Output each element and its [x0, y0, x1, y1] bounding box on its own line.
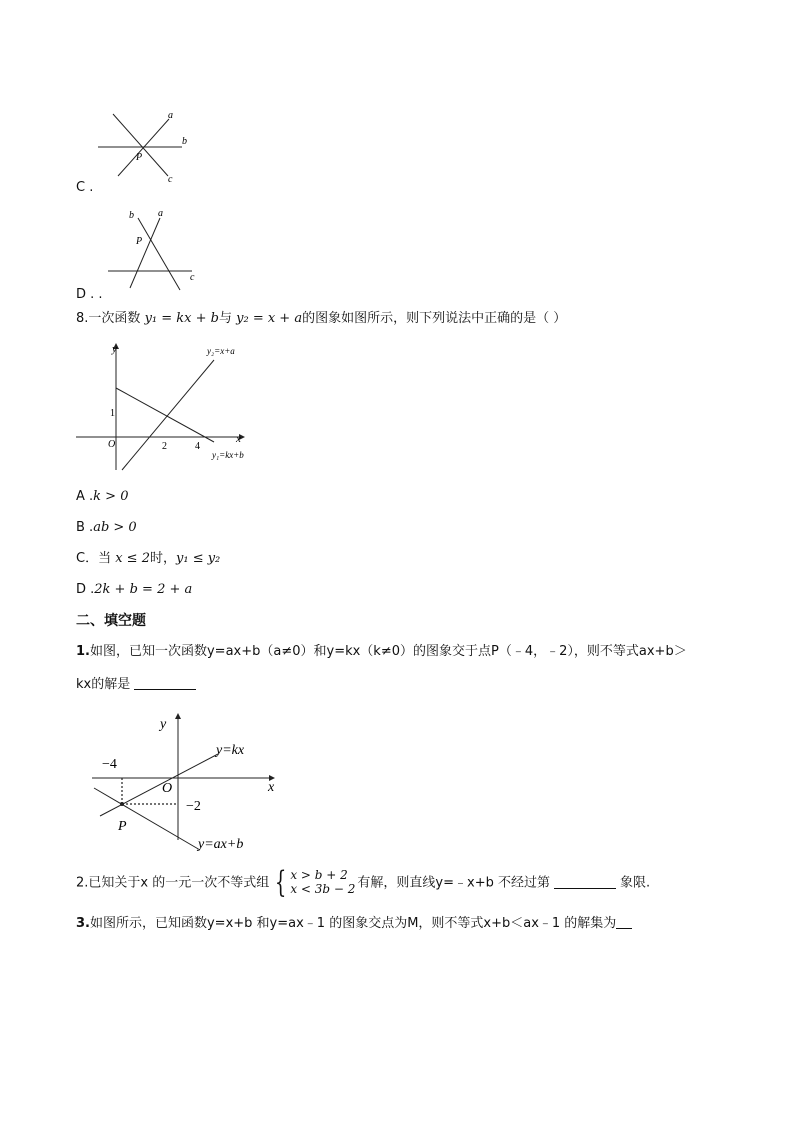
option-c-label[interactable]: C . [76, 180, 94, 195]
question-number: 3. [76, 916, 90, 931]
option-d[interactable] [76, 581, 192, 599]
fill-1-graph [88, 708, 288, 858]
label-c: c [168, 174, 173, 185]
option-d-figure [104, 206, 204, 292]
option-c-math-1: x ≤ 2 [115, 551, 150, 566]
x-axis-label: x [268, 780, 275, 795]
option-c[interactable] [76, 550, 220, 568]
tick-1-label: 1 [110, 408, 115, 419]
origin-label: O [108, 439, 116, 450]
minus-4-label: −4 [102, 757, 117, 772]
fill-2-post: 有解，则直线y=﹣x+b 不经过第 [357, 875, 550, 891]
inequality-system [271, 865, 356, 900]
answer-blank[interactable] [554, 874, 616, 889]
question-number: 2. [76, 875, 89, 891]
label-b: b [129, 210, 134, 221]
label-a: a [158, 208, 163, 219]
line-axb [94, 788, 200, 850]
label-p: P [136, 236, 143, 247]
y1-expression: y₁ = kx + b [144, 311, 219, 326]
fill-3-line [76, 914, 632, 933]
kx-line-label: y=kx [216, 743, 245, 758]
tick-2-label: 2 [162, 441, 167, 452]
y2-expression: y₂ = x + a [236, 311, 303, 326]
origin-label: O [162, 781, 173, 796]
stem-pre: 一次函数 [88, 311, 141, 326]
question-number: 1. [76, 644, 90, 659]
fill-2-line [76, 865, 651, 900]
option-a[interactable] [76, 488, 128, 506]
line-c [113, 114, 168, 176]
option-d-math: 2k + b = 2 + a [94, 582, 193, 597]
option-a-label: A . [76, 489, 94, 504]
fill-1-text-1: 如图，已知一次函数y=ax+b（a≠0）和y=kx（k≠0）的图象交于点P（﹣4，﹣2），则不等式ax+b＞ [89, 644, 687, 659]
label-p: P [136, 152, 143, 163]
inequality-row-2: x < 3b − 2 [290, 882, 356, 896]
fill-2-tail: 象限. [619, 875, 651, 891]
y-axis-label: y [112, 343, 117, 355]
option-b-label: B . [76, 520, 94, 535]
y1-line-label: y₁=kx+b [212, 450, 244, 460]
question-8-stem [76, 310, 566, 328]
option-d-label: D . [76, 582, 95, 597]
y-axis-label: y [160, 717, 167, 732]
x-axis-label: x [236, 433, 241, 445]
question-number: 8. [76, 311, 89, 326]
label-a: a [168, 110, 173, 121]
line-a [130, 218, 160, 288]
option-c-math-2: y₁ ≤ y₂ [176, 551, 221, 566]
fill-1-line-2 [76, 675, 200, 694]
label-c: c [190, 272, 195, 283]
fill-3-text: 如图所示，已知函数y=x+b 和y=ax﹣1 的图象交点为M，则不等式x+b＜ax﹣1 的解集为 [89, 916, 617, 931]
section-title: 二、填空题 [76, 613, 146, 629]
option-c-label: C．当 [76, 551, 112, 566]
question-8-graph [72, 338, 272, 474]
label-b: b [182, 136, 187, 147]
axb-line-label: y=ax+b [198, 837, 244, 852]
stem-mid: 与 [218, 311, 232, 326]
fill-1-line-1 [76, 643, 687, 661]
y2-line-label: y₂=x+a [207, 346, 235, 356]
option-d-label[interactable]: D . . [76, 287, 103, 302]
minus-2-label: −2 [186, 799, 201, 814]
option-c-figure [96, 106, 196, 186]
answer-blank[interactable] [134, 675, 196, 690]
option-c-mid: 时， [149, 551, 176, 566]
stem-post: 的图象如图所示，则下列说法中正确的是（ ） [302, 311, 567, 326]
fill-2-pre: 已知关于x 的一元一次不等式组 [88, 875, 270, 891]
line-y1 [116, 388, 214, 442]
answer-blank[interactable] [616, 914, 632, 929]
line-y2 [122, 360, 214, 470]
option-b-math: ab > 0 [93, 520, 137, 535]
option-b[interactable] [76, 519, 137, 537]
inequality-row-1: x > b + 2 [290, 868, 348, 882]
brace-symbol: { [275, 865, 287, 900]
point-p-marker [120, 802, 124, 806]
option-a-math: k > 0 [93, 489, 129, 504]
point-p-label: P [118, 819, 127, 834]
fill-1-text-2: kx的解是 [76, 677, 131, 692]
tick-4-label: 4 [195, 441, 200, 452]
